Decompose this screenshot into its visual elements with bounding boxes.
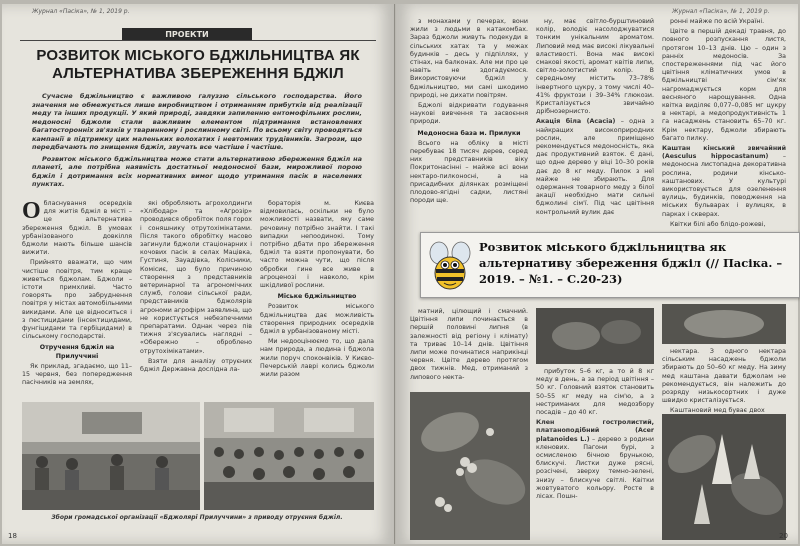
paragraph: з монахами у печерах, вони жили з людьми в катакомбах. Зараз бджоли живуть подекуди в сільських хатах та у межах будинків – десь у підпіллях, у стінах, на балконах. Але ми про це навіть не здогадуємося. Використовуючи бджіл у бджільництво, ми самі шкодимо природі, не дихати повітрям. (410, 18, 528, 99)
paragraph: матний, цілющий і смачний. Цвітіння липи починається в першій половині липня (в залежності від регіону і клімату) та триває 10–14 днів. Цвітіння липи може починатися наприкінці червня. Цвіте дерево протягом двох тижнів. Мед, отриманий з липового некта- (410, 308, 528, 381)
meeting-photo-1 (22, 402, 200, 510)
subheading: Клен гостролистий, платаноподібний (Acer platanoides L.) (536, 419, 654, 443)
citation-text: Розвиток міського бджільництва як альтернативу збереження бджіл (// Пасіка. – 2019. – №1. – С.20-23) (479, 240, 783, 286)
paragraph (536, 118, 654, 216)
paragraph (662, 145, 786, 219)
paragraph: ронні майже по всій Україні. (670, 18, 765, 25)
text-column-3-lower (662, 348, 786, 418)
page-number: 18 (8, 532, 17, 540)
paragraph: Прийнято вважати, що чим чистіше повітря, тим краще живеться бджолам. Бджоли – істоти примхливі. Часто говорять про забруднення повітря у містах автомобільними викидами. Але це відноситься і з пестицидами (інсектицидами, фунгіцидами та гербіцидами) в сільському господарстві. (22, 259, 132, 341)
subheading: Отручення бджіл на Прилуччині (39, 344, 115, 360)
paragraph: прибуток 5–6 кг, а то й 8 кг меду в день, а за період цвітіння – 50 кг. Головний взяток становить 50–55 кг меду на сім'ю, а з нестриманих для медозбору посадів – до 40 кг. (536, 368, 654, 417)
text-column-3 (260, 200, 374, 381)
lead-paragraph: Розвиток міського бджільництва може стати альтернативою збереження бджіл на планеті, але потрібна наявність достатньої медоносної бази, мирожливої порою бджіл і дотримання всіх нормативних вимог щодо утримання пасік в населених пунктах. (32, 154, 362, 188)
text-column-1-lower (410, 308, 528, 384)
linden-blossom-photo (410, 392, 530, 540)
citation-label (420, 232, 800, 298)
paragraph: ну, має світло-бурштиновий колір, володіє насолоджуватися тонким унікальним ароматом. Липовий мед має високі лікувальні властивості. Вона має високі смакові якості, аромат квітів липи, світло-золотистий колір. В середньому містить 73–78% інвертного цукру, з тому числі 40–41% фруктози і 39–34% глюкози. Кристалізується звичайно дрібнозернисто. (536, 18, 654, 116)
page-header: Журнал «Пасіка», № 1, 2019 р. (32, 8, 130, 15)
paragraph-text: – медоносна листопадна декоративна рослина, родини кінсько-каштанових. У культурі використовується для озеленення вулиць, будинків, поводження на міських бульварах і вулицях, в парках і скверах. (662, 153, 786, 218)
text-column-1 (410, 18, 528, 207)
text-column-2 (536, 18, 654, 219)
paragraph: нектара. З одного нектара сільським насаджень бджоли збирають до 50–60 кг меду. На зиму мед каштана давати бджолам не рекомендується, він належить до розряду низькосортних і дуже швидко кристалізується. (662, 348, 786, 405)
paragraph: Всього на обліку в місті перебуває 18 тисяч дерев, серед них представників віку Покритонасінні – майже всі вони нектаро-пилконосні, а на присадибних ділянках розміщені плодово-ягідні садки, листяні породи ще. (410, 139, 528, 205)
text-column-2-lower (536, 368, 654, 503)
paragraph: Взяти для аналізу отруєних бджіл Державна досліднa ла- (140, 357, 252, 374)
article-title: РОЗВИТОК МІСЬКОГО БДЖІЛЬНИЦТВА ЯК АЛЬТЕРНАТИВА ЗБЕРЕЖЕННЯ БДЖІЛ (36, 47, 360, 82)
drop-cap: О (22, 198, 41, 224)
paragraph-text: – одна з найкращих високоприродних рослин, але приміщено рекомендується медоносність, яка дає продуктивний взяток. Є дані, що одне дерево у віці 10–30 років дає до 8 кг меду. Пилок з неї майже не збирають. Для одержання товарного меду з білої акації необхідно мати сильні бджолині сім'ї. Під час цвітіння контрольний вулик дає (536, 118, 654, 216)
paragraph: бораторія м. Києва відмовилась, оскільки не було можливості назвати, яку саме речовину потрібно знайти. І такі випадки непоодинокі. Тому потрібно дбати про збереження бджіл та взяти пропонувати, бо часто можна чути, що після обробки гине все живе в агроценозі і навколо, крім шкідливої рослини. (260, 200, 374, 290)
subheading: Каштан кінський звичайний (Aesculus hippocastanum) (662, 145, 786, 161)
paragraph: Бджолі відкривати годування наукові вивчення та засвоєння природи. (410, 102, 528, 126)
rubric-label: ПРОЕКТИ (122, 28, 252, 41)
meeting-photo-2 (204, 402, 374, 510)
left-page (2, 4, 395, 544)
paragraph: Ми недооцінюємо то, що дала нам природа, а людина і бджола жили поруч споконвіків. У Києво-Печерській лаврі колись бджоли жили разом (260, 338, 374, 379)
page-header: Журнал «Пасіка», № 1, 2019 р. (672, 8, 770, 15)
rubric-divider (20, 40, 376, 41)
paragraph: Цвіте в першій декаді травня, до повного розпускання листя, протягом 10–13 днів. Цю – один з ранніх медоносів. За спостереженнями під час його цвітіння кліматичних умов в бджільництві сім'ях нагромаджується корм для весняного нарощування. Одна квітка виділяє 0,077–0,085 мг цукру в нектарі, а медопродуктивність 1 га насаджень становить 65–70 кг. Крім нектару, бджоли збирають багато пилку. (662, 28, 786, 142)
subheading: Медоносна база м. Прилуки (417, 129, 521, 137)
text-column-2 (140, 200, 252, 376)
bee-sticker-icon (427, 239, 473, 291)
paragraph-text: – дерево з родини кленових. Пагони бурі, з осмисленою бічною брунькою, блискучі. Листки дуже рясні, розсічені, зверху темно-зелені, знизу – блискуче світлі. Квітки жовтуватого кольору. Росте в лісах. Пошн- (536, 435, 654, 501)
text-column-3 (662, 18, 786, 231)
acacia-photo (536, 308, 654, 364)
paragraph: які обробляють агрохолдинги «Хлібодар» та «Агрозір» проводився обробіток поля горох і соняшнику отрутохімікатами. Після такого обробітку масово загинули бджоли стаціонарних і кочових пасік в селах Мацівка, Густиня, Зауадівка, Колісники, Комісиє, що було причиною створення з представників ветеринарної та агрономічних служб, голови сільської ради, представників бджолярів агрономи агрофірм заявлина, що не користується небезпечними препаратами. Однак через пів тижня з'ясувались наглядні – «Обережно – оброблено отрутохімікатами». (140, 200, 253, 355)
paragraph: Як приклад, згадаємо, що 11–15 червня, без попередження пасічників на землях, (22, 362, 132, 387)
paragraph: Квітки білі або блідо-рожеві, (670, 220, 766, 228)
subheading: Акація біла (Acacia) (536, 118, 616, 126)
paragraph: Розвиток міського бджільництва дає можливість створення природних осередків бджіл в урбанізованому місті. (260, 303, 374, 336)
photo-caption: Збори громадської організації «Бджолярі Прилуччини» з приводу отруєння бджіл. (51, 514, 343, 521)
text-column-1 (22, 200, 132, 389)
paragraph: бласнування осередків для житія бджіл в місті – це альтернатива збереження бджіл. В умовах урбанізованого довкілля бджоли мають більше шансів вижити. (22, 200, 132, 257)
lead-paragraph: Сучасне бджільництво є важливою галуззю сільського господарства. Його значення не обмежується лише виробництвом і отриманням прибутків від реалізації меду та інших продукції. У який природі, завдяки запиленню ентомофільних рослин, медоносні бджоли стали важливим елементом підтримання встановлених багатосторонніх зв'язків у тваринному і рослинному світі. По всьому світу проводяться кампанії в підтримку цих маленьких волохатих і невтомних трудівників. Загрози, що передбачають по знищення бджіл, звучать все частіше і частіше. (32, 92, 362, 151)
maple-photo (662, 304, 786, 344)
article-lead (32, 92, 362, 192)
page-number: 20 (779, 532, 788, 540)
chestnut-blossom-photo (662, 414, 786, 540)
paragraph: Каштановий мед буває двох (670, 407, 765, 415)
subheading: Міське бджільництво (277, 293, 357, 301)
